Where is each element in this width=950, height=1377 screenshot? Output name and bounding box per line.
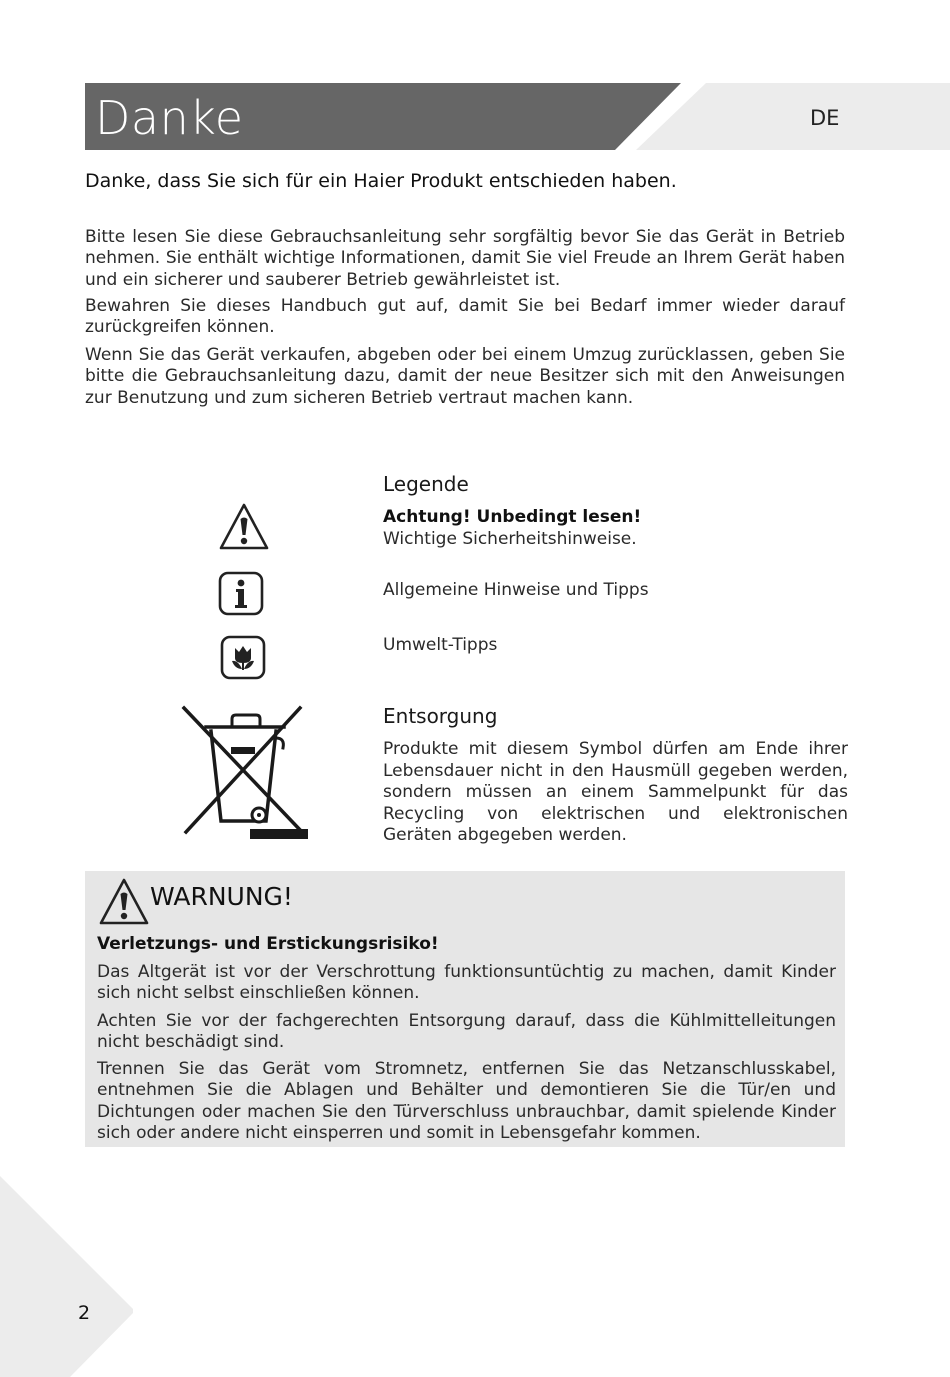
warning-subtitle: Verletzungs- und Erstickungsrisiko! — [97, 934, 439, 954]
intro-subtitle: Danke, dass Sie sich für ein Haier Produkt entschieden haben. — [85, 170, 677, 192]
legend-item-title: Achtung! Unbedingt lesen! — [383, 507, 642, 527]
legend-item-text: Umwelt-Tipps — [383, 635, 498, 655]
warning-paragraph: Trennen Sie das Gerät vom Stromnetz, entfernen Sie das Netzanschlusskabel, entnehmen Sie die Ablagen und Behälter und demontieren Sie die Tür/en und Dichtungen oder machen Sie den Türverschluss unbrauchbar, damit spielende Kinder sich oder andere nicht einsperren und somit in Lebensgefahr kommen. — [97, 1059, 836, 1143]
warning-triangle-icon — [98, 877, 150, 927]
legend-item-text: Wichtige Sicherheitshinweise. — [383, 529, 637, 549]
legend-item-text: Allgemeine Hinweise und Tipps — [383, 580, 649, 600]
crossed-out-bin-icon — [180, 704, 312, 841]
page-title: Danke — [95, 91, 244, 145]
legend-heading: Legende — [383, 472, 469, 496]
warning-paragraph: Das Altgerät ist vor der Verschrottung funktionsuntüchtig zu machen, damit Kinder sich nicht selbst einschließen können. — [97, 962, 836, 1004]
warning-title: WARNUNG! — [150, 882, 293, 911]
page-number: 2 — [78, 1302, 91, 1324]
intro-paragraph: Wenn Sie das Gerät verkaufen, abgeben oder bei einem Umzug zurücklassen, geben Sie bitte die Gebrauchsanleitung dazu, damit der neue Besitzer sich mit den Anweisungen zur Benutzung und zum sicheren Betrieb vertraut machen kann. — [85, 345, 845, 408]
info-icon — [218, 571, 264, 616]
intro-paragraph: Bewahren Sie dieses Handbuch gut auf, damit Sie bei Bedarf immer wieder darauf zurückgreifen können. — [85, 296, 845, 338]
warning-triangle-icon — [218, 502, 270, 552]
environment-flower-icon — [220, 635, 266, 680]
disposal-heading: Entsorgung — [383, 704, 498, 728]
intro-paragraph: Bitte lesen Sie diese Gebrauchsanleitung sehr sorgfältig bevor Sie das Gerät in Betrieb nehmen. Sie enthält wichtige Informationen, damit Sie viel Freude an Ihrem Gerät haben und ein sicherer und sauberer Betrieb gewährleistet ist. — [85, 227, 845, 290]
disposal-text: Produkte mit diesem Symbol dürfen am Ende ihrer Lebensdauer nicht in den Hausmüll gegeben werden, sondern müssen an einem Sammelpunkt für das Recycling von elektrischen und elektronischen Geräten abgegeben werden. — [383, 739, 848, 845]
language-tab — [636, 83, 950, 150]
page-corner-shape — [0, 1176, 140, 1377]
language-label: DE — [810, 106, 840, 130]
warning-paragraph: Achten Sie vor der fachgerechten Entsorgung darauf, dass die Kühlmittelleitungen nicht beschädigt sind. — [97, 1011, 836, 1053]
